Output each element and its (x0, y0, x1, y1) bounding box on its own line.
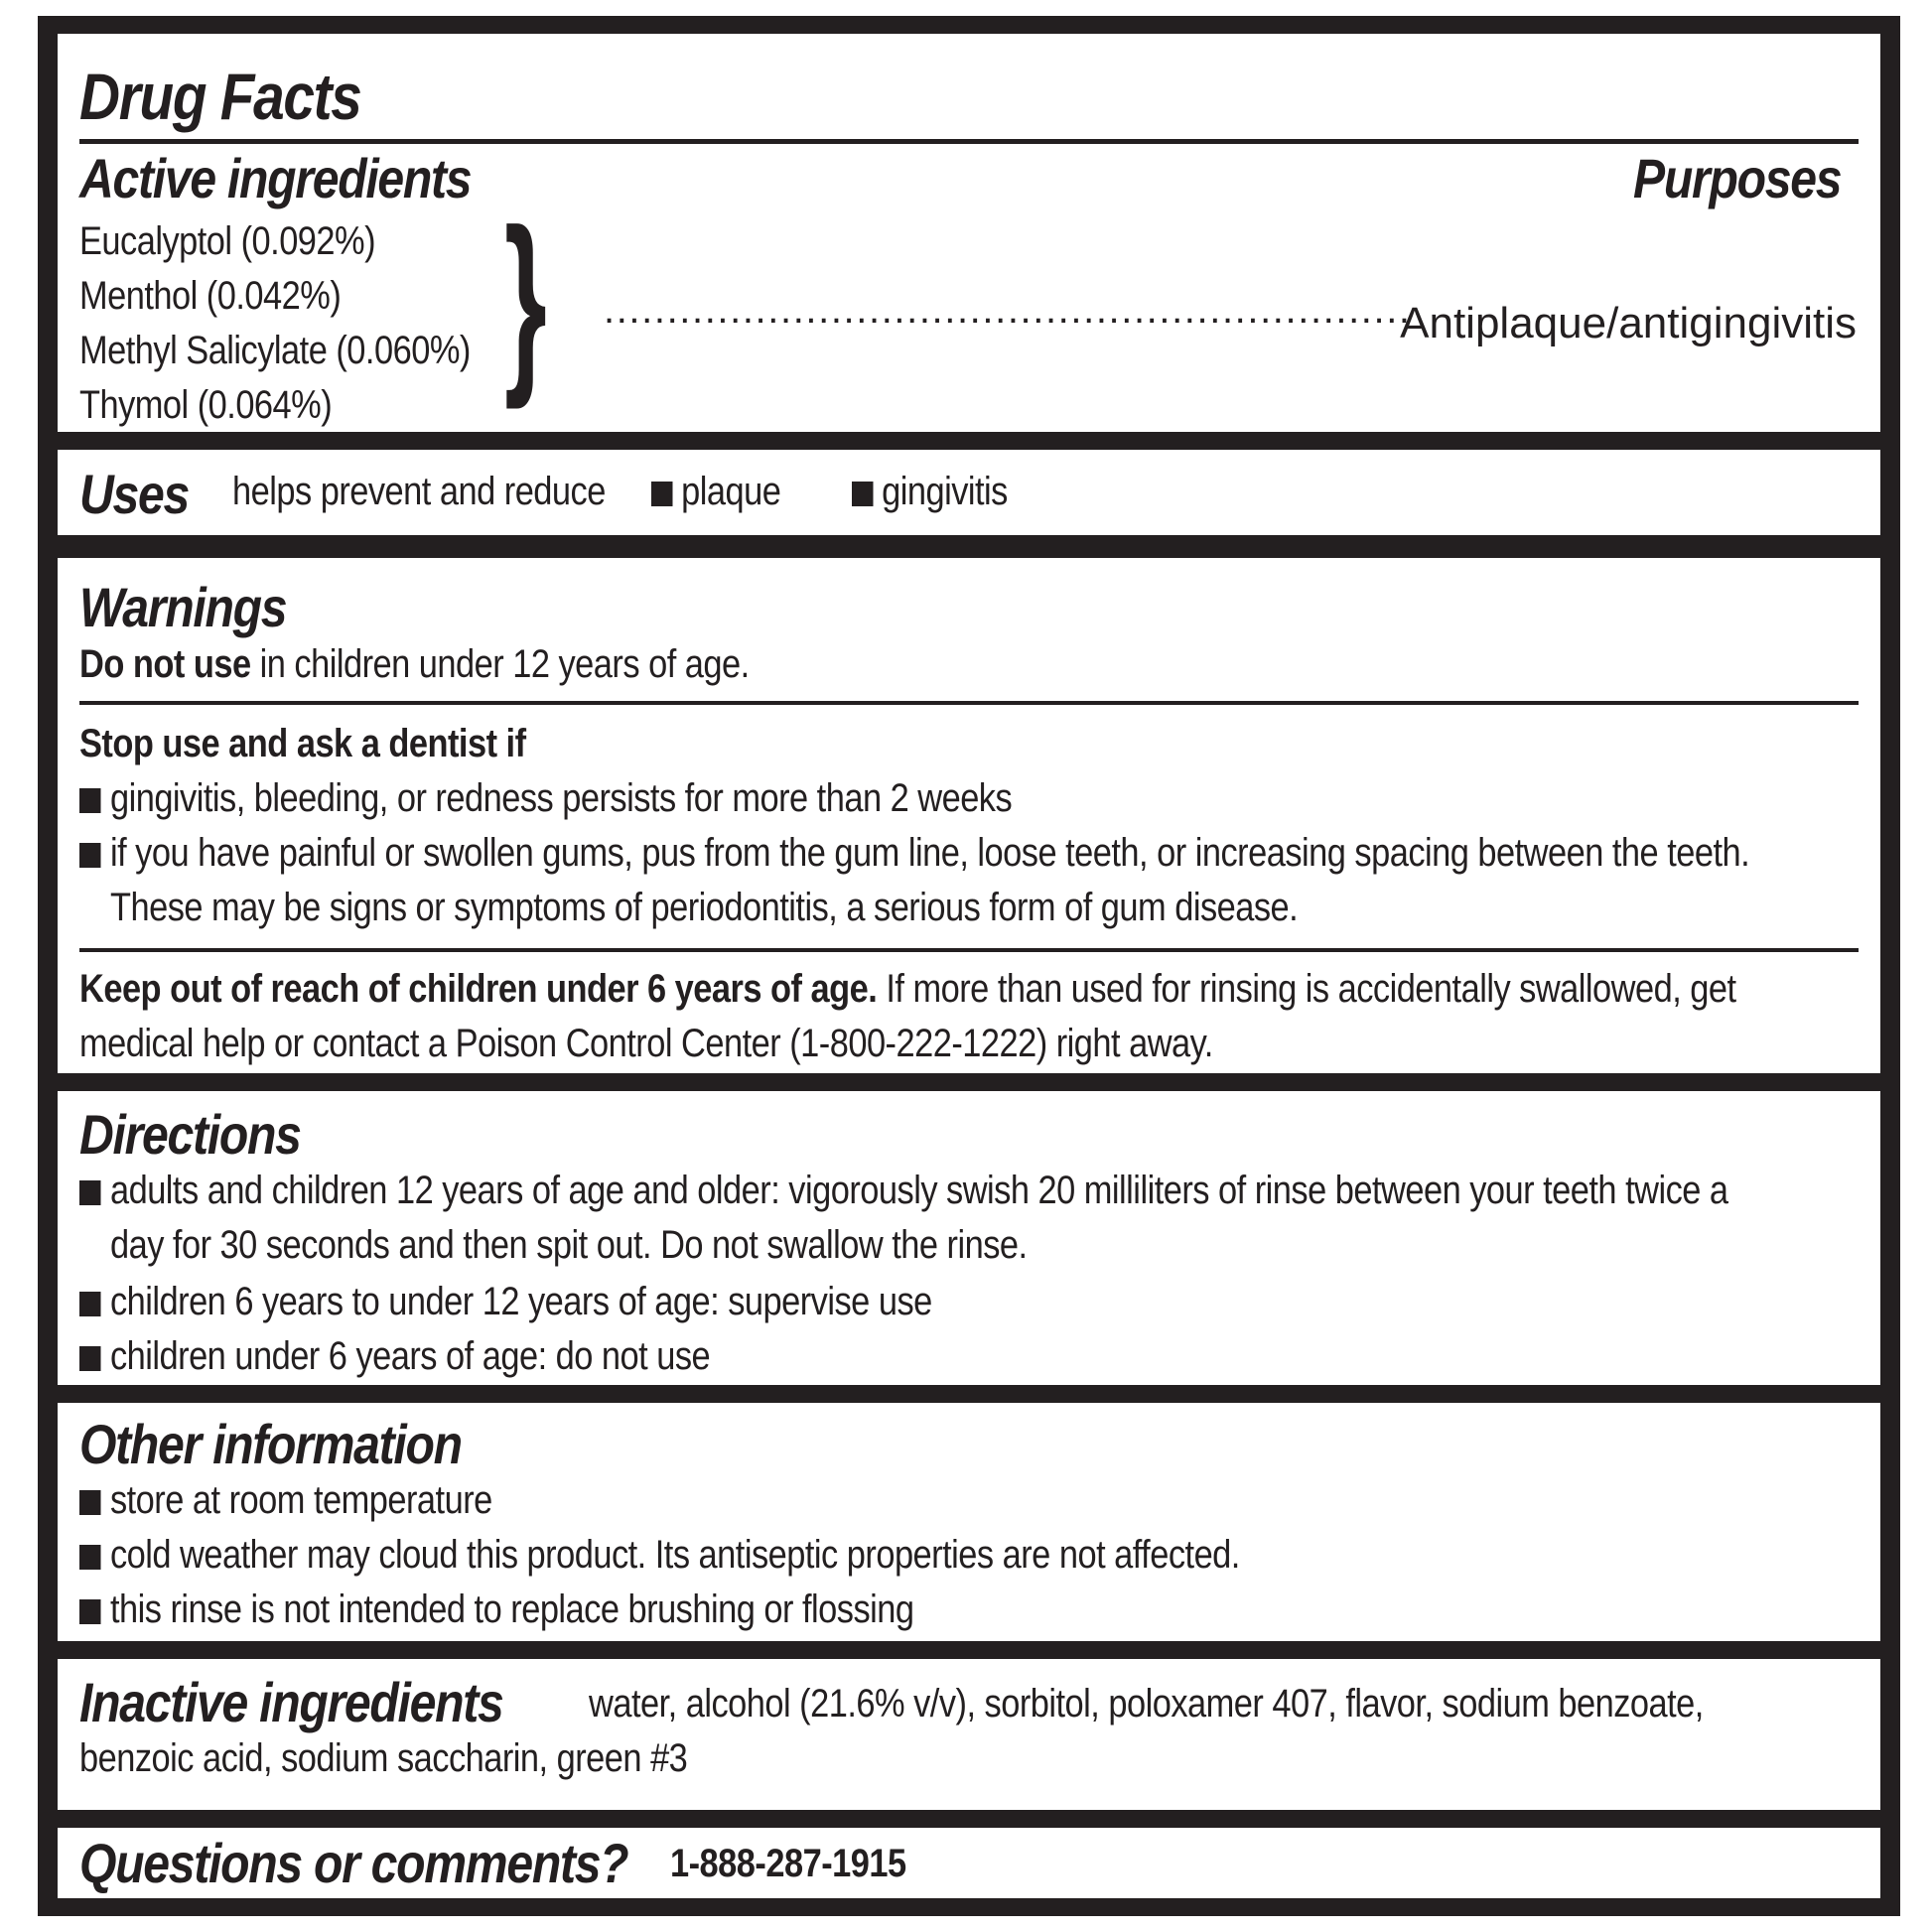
ingredient-menthol: Menthol (0.042%) (79, 274, 342, 318)
warnings-section (58, 558, 1880, 1073)
ingredient-list (79, 214, 534, 432)
do-not-use-bold: Do not use (79, 642, 251, 686)
bullet-square-icon (852, 482, 874, 506)
bullet-square-icon (651, 482, 673, 506)
other-information-section (58, 1403, 1880, 1641)
questions-phone: 1-888-287-1915 (670, 1842, 906, 1885)
uses-section (58, 450, 1880, 535)
ingredient-brace: } (504, 189, 547, 410)
keep-out-of-reach-line-2: medical help or contact a Poison Control Center (1-800-222-1222) right away. (79, 1022, 1213, 1065)
drug-facts-panel (38, 16, 1900, 1916)
stop-use-item-2: if you have painful or swollen gums, pus from the gum line, loose teeth, or increasing spacing between the teeth. (79, 826, 1749, 881)
directions-item-3: children under 6 years of age: do not use (79, 1329, 710, 1384)
other-item-3: this rinse is not intended to replace brushing or flossing (79, 1583, 914, 1637)
inactive-ingredients-line-2: benzoic acid, sodium saccharin, green #3 (79, 1736, 688, 1780)
questions-heading: Questions or comments? (79, 1832, 628, 1894)
bullet-square-icon (79, 1490, 101, 1515)
bullet-square-icon (79, 1599, 101, 1624)
warnings-divider-1 (79, 701, 1859, 705)
active-ingredients-section (58, 34, 1880, 432)
directions-item-1-continued: day for 30 seconds and then spit out. Do not swallow the rinse. (109, 1223, 1028, 1267)
keep-out-of-reach-line-1: Keep out of reach of children under 6 years of age. If more than used for rinsing is accidentally swallowed, get (79, 967, 1736, 1011)
warnings-heading: Warnings (79, 576, 287, 638)
active-ingredients-heading: Active ingredients (79, 147, 472, 209)
bullet-square-icon (79, 1346, 101, 1371)
uses-text: helps prevent and reduce (232, 470, 606, 513)
ingredient-thymol: Thymol (0.064%) (79, 383, 333, 427)
other-item-2: cold weather may cloud this product. Its antiseptic properties are not affected. (79, 1528, 1240, 1583)
ingredient-methyl-salicylate: Methyl Salicylate (0.060%) (79, 329, 471, 372)
uses-item-gingivitis: gingivitis (852, 465, 1008, 519)
bullet-square-icon (79, 843, 101, 868)
inactive-ingredients-heading: Inactive ingredients (79, 1671, 503, 1733)
ingredient-eucalyptol: Eucalyptol (0.092%) (79, 219, 376, 263)
purpose-antiplaque: Antiplaque/antigingivitis (1400, 299, 1857, 347)
title-divider (79, 139, 1859, 144)
purposes-heading: Purposes (1632, 147, 1841, 209)
inactive-ingredients-section (58, 1659, 1880, 1810)
other-item-1: store at room temperature (79, 1473, 492, 1528)
stop-use-heading: Stop use and ask a dentist if (79, 722, 526, 765)
directions-heading: Directions (79, 1103, 301, 1166)
other-information-heading: Other information (79, 1413, 462, 1475)
uses-heading: Uses (79, 463, 189, 525)
directions-section (58, 1091, 1880, 1385)
bullet-square-icon (79, 1545, 101, 1570)
directions-item-2: children 6 years to under 12 years of age: supervise use (79, 1275, 932, 1329)
uses-item-plaque: plaque (651, 465, 780, 519)
directions-item-1: adults and children 12 years of age and older: vigorously swish 20 milliliters of rinse between your teeth twice a (79, 1164, 1728, 1218)
purpose-leader-dots: ................................................................ (604, 288, 1412, 332)
bullet-square-icon (79, 1180, 101, 1205)
warnings-divider-2 (79, 948, 1859, 952)
inactive-ingredients-line-1: water, alcohol (21.6% v/v), sorbitol, poloxamer 407, flavor, sodium benzoate, (589, 1682, 1704, 1725)
bullet-square-icon (79, 788, 101, 813)
do-not-use-text: Do not use in children under 12 years of age. (79, 642, 750, 686)
stop-use-item-2-continued: These may be signs or symptoms of periodontitis, a serious form of gum disease. (109, 886, 1299, 929)
drug-facts-title: Drug Facts (79, 60, 361, 133)
questions-section (58, 1828, 1880, 1898)
keep-out-of-reach-bold: Keep out of reach of children under 6 years of age. (79, 967, 878, 1011)
bullet-square-icon (79, 1292, 101, 1316)
stop-use-item-1: gingivitis, bleeding, or redness persists for more than 2 weeks (79, 771, 1012, 826)
